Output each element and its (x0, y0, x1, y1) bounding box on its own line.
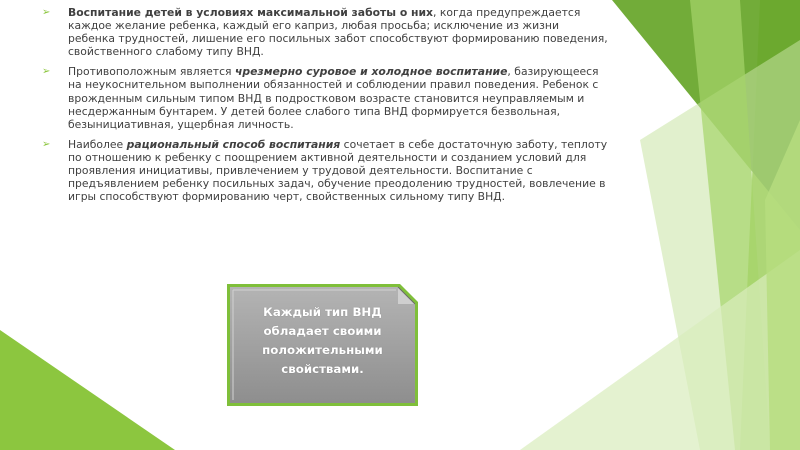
paragraph-3-emphasis: рациональный способ воспитания (126, 137, 341, 151)
callout-text: Каждый тип ВНД обладает своими положительными свойствами. (262, 305, 383, 376)
bottom-left-green-triangle (0, 330, 175, 450)
paragraph-3-before: Наиболее (68, 137, 127, 151)
paragraph-2-after: , базирующееся на неукоснительном выполнении обязанностей и соблюдении правил поведения. Ребенок с врожденным сильным типом ВНД в подростковом возрасте становится неуправляемым и несдержанным бунтарем. У детей более слабого типа ВНД формируется безвольная, безынициативная, ущербная личность. (68, 65, 599, 131)
slide-body-text (42, 6, 608, 210)
bottom-pale-band (520, 250, 800, 450)
arrow-bullet-icon: ➢ (42, 66, 51, 78)
paragraph-2-before: Противоположным является (68, 65, 235, 79)
paragraph-3-after: сочетает в себе достаточную заботу, теплоту по отношению к ребенку с поощрением активной деятельности и созданием условий для проявления инициативы, привлечением у трудовой деятельности. Воспитание с предъявлением ребенку посильных задач, обучение преодолению трудностей, вовлечение в игры способствуют формированию черт, свойственных сильному типу ВНД. (68, 137, 608, 204)
arrow-bullet-icon: ➢ (42, 138, 51, 150)
paragraph-1-lead: Воспитание детей в условиях максимальной заботы о них (68, 6, 433, 19)
paragraph-1-text: , когда предупреждается каждое желание ребенка, каждый его каприз, любая просьба; исключение из жизни ребенка трудностей, лишение его посильных забот способствуют формированию поведения, свойственного слабому типу ВНД. (68, 6, 608, 59)
paragraph-3 (42, 138, 608, 203)
paragraph-1 (42, 6, 608, 58)
paragraph-2 (42, 65, 608, 130)
callout-box (226, 283, 419, 407)
arrow-bullet-icon: ➢ (42, 7, 51, 18)
paragraph-2-emphasis: чрезмерно суровое и холодное воспитание (234, 65, 508, 79)
